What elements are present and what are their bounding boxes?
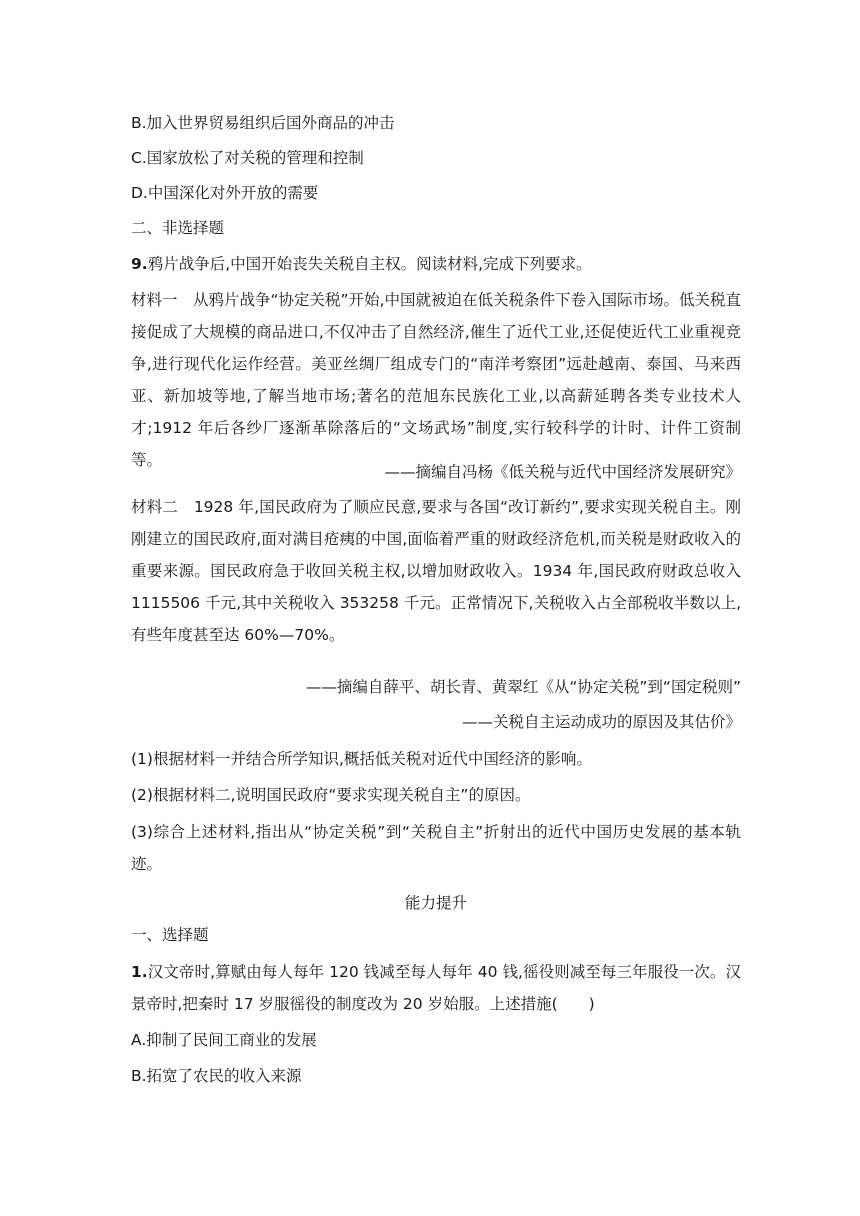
material-2-source-line1: ——摘编自薛平、胡长青、黄翠红《从“协定关税”到“国定税则” [305, 678, 741, 696]
question-1-stem [131, 956, 741, 1020]
sub-question-2: (2)根据材料二,说明国民政府“要求实现关税自主”的原因。 [131, 786, 531, 804]
question-1-text: 汉文帝时,算赋由每人每年 120 钱减至每人每年 40 钱,徭役则减至每三年服役一次。汉景帝时,把秦时 17 岁服徭役的制度改为 20 岁始服。上述措施( ) [131, 963, 741, 1013]
question-9-stem [131, 254, 741, 274]
option-b-prev: B.加入世界贸易组织后国外商品的冲击 [131, 114, 395, 132]
sub-question-1: (1)根据材料一并结合所学知识,概括低关税对近代中国经济的影响。 [131, 750, 592, 768]
material-2-source-line2: ——关税自主运动成功的原因及其估价》 [461, 713, 741, 731]
option-a: A.抑制了民间工商业的发展 [131, 1031, 317, 1049]
section-heading-ability: 能力提升 [404, 894, 467, 912]
option-b: B.拓宽了农民的收入来源 [131, 1067, 302, 1085]
material-1-source: ——摘编自冯杨《低关税与近代中国经济发展研究》 [384, 463, 741, 481]
material-1: 材料一 从鸦片战争“协定关税”开始,中国就被迫在低关税条件下卷入国际市场。低关税直接促成了大规模的商品进口,不仅冲击了自然经济,催生了近代工业,还促使近代工业重视竞争,进行现代化运作经营。美亚丝绸厂组成专门的“南洋考察团”远赴越南、泰国、马来西亚、新加坡等地,了解当地市场;著名的范旭东民族化工业,以高薪延聘各类专业技术人才;1912 年后各纱厂逐渐革除落后的“文场武场”制度,实行较科学的计时、计件工资制等。 [131, 291, 741, 469]
question-9-text: 鸦片战争后,中国开始丧失关税自主权。阅读材料,完成下列要求。 [147, 255, 592, 273]
question-number: 9. [131, 255, 148, 273]
sub-question-3: (3)综合上述材料,指出从“协定关税”到“关税自主”折射出的近代中国历史发展的基本轨迹。 [131, 823, 741, 873]
option-d-prev: D.中国深化对外开放的需要 [131, 184, 319, 202]
option-c-prev: C.国家放松了对关税的管理和控制 [131, 149, 364, 167]
section-heading-choice: 一、选择题 [131, 926, 209, 944]
question-number: 1. [131, 963, 148, 981]
material-2: 材料二 1928 年,国民政府为了顺应民意,要求与各国“改订新约”,要求实现关税自主。刚刚建立的国民政府,面对满目疮痍的中国,面临着严重的财政经济危机,而关税是财政收入的重要来源。国民政府急于收回关税主权,以增加财政收入。1934 年,国民政府财政总收入1115506 千元,其中关税收入 353258 千元。正常情况下,关税收入占全部税收半数以上,有些年度甚至达 60%—70%。 [131, 498, 741, 644]
section-heading-nonchoice: 二、非选择题 [131, 219, 225, 237]
